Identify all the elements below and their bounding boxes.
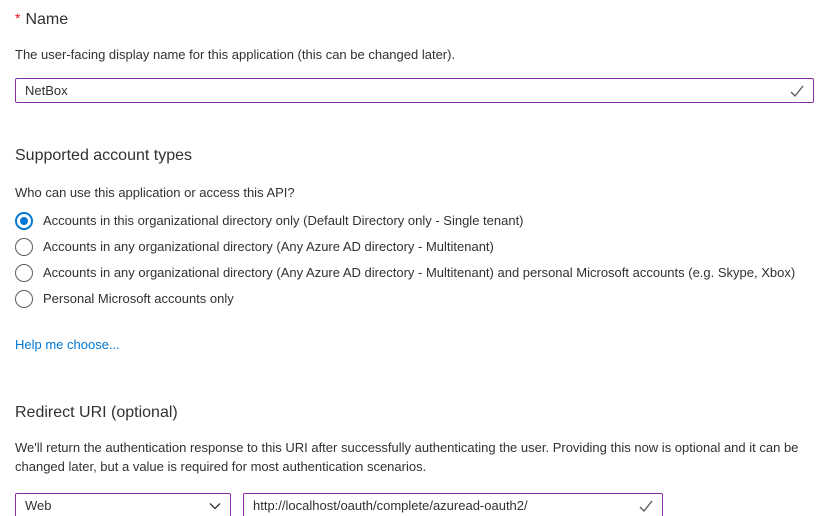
name-input-wrapper — [15, 78, 814, 103]
redirect-uri-input[interactable] — [243, 493, 663, 516]
radio-icon — [15, 238, 33, 256]
name-input[interactable] — [15, 78, 814, 103]
account-types-question: Who can use this application or access this API? — [15, 185, 295, 200]
radio-option-label: Accounts in any organizational directory (Any Azure AD directory - Multitenant) — [43, 239, 494, 254]
help-me-choose-link[interactable]: Help me choose... — [15, 337, 120, 352]
radio-option-single-tenant[interactable] — [15, 212, 814, 230]
radio-option-label: Accounts in any organizational directory (Any Azure AD directory - Multitenant) and personal Microsoft accounts (e.g. Skype, Xbox) — [43, 265, 796, 280]
redirect-uri-description: We'll return the authentication response to this URI after successfully authenticating the user. Providing this now is optional and it can be changed later, but a value is required for most authentication scenarios. — [15, 440, 799, 474]
radio-option-multitenant[interactable] — [15, 238, 814, 256]
radio-icon — [15, 290, 33, 308]
platform-select[interactable] — [15, 493, 231, 516]
supported-account-types-title: Supported account types — [15, 147, 193, 164]
radio-icon — [15, 264, 33, 282]
redirect-uri-input-wrapper — [243, 493, 663, 516]
platform-select-value: Web — [25, 498, 52, 513]
radio-option-label: Personal Microsoft accounts only — [43, 291, 234, 306]
name-label: Name — [25, 11, 69, 28]
radio-option-label: Accounts in this organizational directory only (Default Directory only - Single tenant) — [43, 213, 524, 228]
account-types-radio-group — [15, 212, 814, 308]
radio-option-personal-only[interactable] — [15, 290, 814, 308]
required-asterisk: * — [15, 10, 21, 26]
radio-option-multitenant-personal[interactable] — [15, 264, 814, 282]
redirect-uri-title: Redirect URI (optional) — [15, 404, 178, 421]
name-description: The user-facing display name for this application (this can be changed later). — [15, 47, 456, 62]
chevron-down-icon — [208, 499, 222, 513]
radio-icon — [15, 212, 33, 230]
redirect-uri-controls — [15, 493, 814, 516]
name-section-title — [15, 8, 814, 30]
